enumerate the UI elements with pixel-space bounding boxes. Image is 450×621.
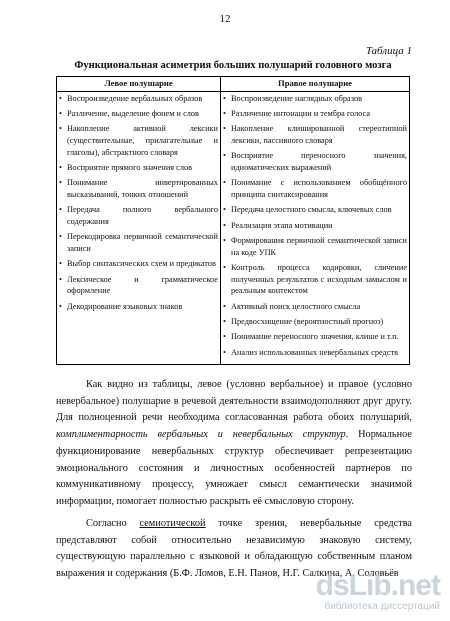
paragraph-text: . Нормальное функционирование невербальных структур обеспечивает репрезентацию эмоционального состояния и личностных особенностей партнеров по коммуникативному процессу, умножает смысл семантически значимой информации, помогает полностью раскрыть её смысловую сторону.	[56, 429, 412, 507]
list-item: • Перекодировка первичной семантической записи	[59, 231, 218, 254]
list-item: • Понимание переносного значения, клише и т.п.	[223, 331, 407, 343]
table-label: Таблица 1	[365, 45, 412, 57]
asymmetry-table	[56, 76, 410, 365]
list-item: • Передача полного вербального содержания	[59, 204, 218, 227]
paragraph-text: точке зрения, невербальные средства представляют собой относительно независимую знаковую систему, существующую параллельно с языковой и обладающую собственным планом выражения и содержания (Б.Ф. Ломов, Е.Н. Панов, Н.Г. Салкина, А. Соловьёв	[56, 518, 412, 580]
left-hemisphere-list	[59, 93, 218, 313]
right-hemisphere-cell	[221, 91, 410, 365]
list-item: • Воспроизведение наглядных образов	[223, 93, 407, 105]
list-item: • Декодирование языковых знаков	[59, 301, 218, 313]
list-item: • Формирования первичной семантической записи на коде УПК	[223, 235, 407, 258]
list-item: • Предвосхищение (вероятностный прогноз)	[223, 316, 407, 328]
paragraph-text: Как видно из таблицы, левое (условно вербальное) и правое (условно невербальное) полушарие в речевой деятельности взаимодополняют друг другу. Для полноценной речи необходима согласованная работа обоих полушарий,	[56, 379, 412, 424]
list-item: • Выбор синтаксических схем и предикатов	[59, 258, 218, 270]
left-hemisphere-cell	[57, 91, 221, 365]
page-number: 12	[219, 13, 231, 25]
list-item: • Накопление активной лексики (существительные, прилагательные и глаголы), абстрактного словаря	[59, 123, 218, 158]
list-item: • Восприятие прямого значения слов	[59, 162, 218, 174]
watermark	[316, 571, 440, 613]
list-item: • Различение интонации и тембра голоса	[223, 108, 407, 120]
table-title: Функциональная асиметрия больших полушарий головного мозга	[74, 60, 392, 71]
right-hemisphere-list	[223, 93, 407, 359]
watermark-logo: dsLib.net	[315, 569, 440, 602]
list-item: • Понимание с использованием обобщённого принципа синтаксирования	[223, 177, 407, 200]
list-item: • Понимание инвертированных высказываний, тонких отношений	[59, 177, 218, 200]
list-item: • Анализ использованных невербальных средств	[223, 347, 407, 359]
header-left-hemisphere: Левое полушарие	[57, 77, 221, 92]
underlined-term: семиотической	[139, 518, 206, 529]
watermark-subtitle: библиотека диссертаций	[324, 601, 440, 612]
list-item: • Контроль процесса кодировки, сличение полученных результатов с исходным замыслом и реальным контекстом	[223, 262, 407, 297]
list-item: • Накопление клишированной стереотипной лексики, пассивного словаря	[223, 123, 407, 146]
list-item: • Передача целостного смысла, ключевых слов	[223, 204, 407, 216]
header-right-hemisphere: Правое полушарие	[221, 77, 410, 92]
body-paragraph-1	[56, 377, 412, 511]
paragraph-text: Согласно	[86, 518, 140, 529]
list-item: • Лексическое и грамматическое оформление	[59, 274, 218, 297]
list-item: • Воспроизведение вербальных образов	[59, 93, 218, 105]
list-item: • Реализация этапа мотивации	[223, 220, 407, 232]
list-item: • Восприятие переносного значения, идиоматических выражений	[223, 150, 407, 173]
list-item: • Различение, выделение фонем и слов	[59, 108, 218, 120]
emphasized-term: комплиментарность вербальных и невербальных структур	[56, 429, 346, 441]
table-header-row	[57, 77, 410, 92]
table-row	[57, 91, 410, 365]
list-item: • Активный поиск целостного смысла	[223, 301, 407, 313]
